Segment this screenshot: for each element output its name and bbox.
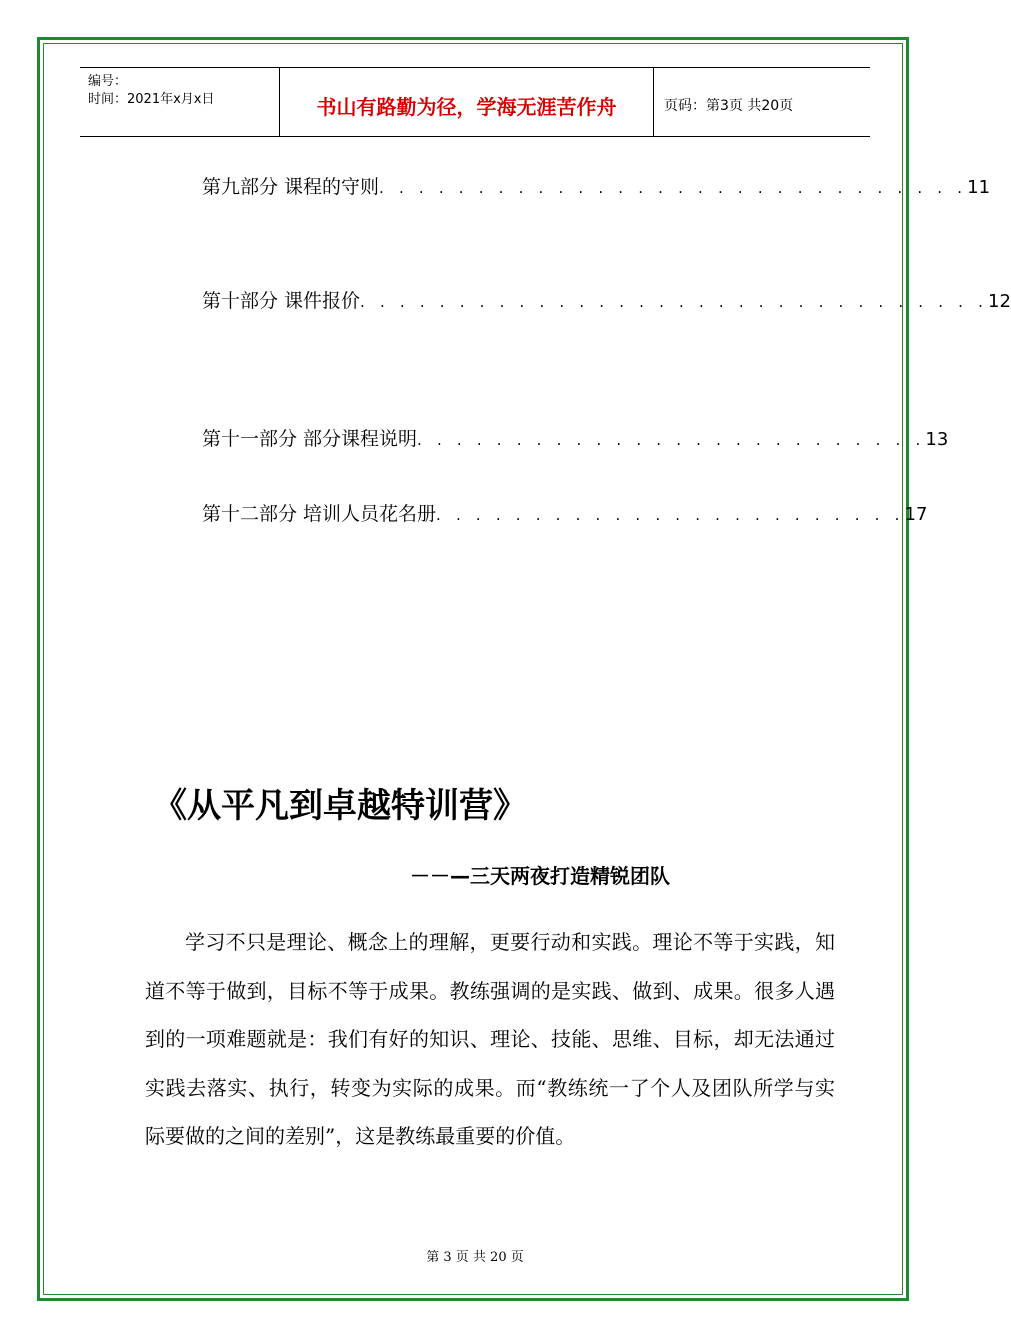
toc-entry-leader: . . . . . . . . . . . . . . . . . . . . . . . . . . . . . . bbox=[379, 179, 968, 197]
header-motto: 书山有路勤为径，学海无涯苦作舟 bbox=[280, 68, 654, 136]
toc-entry-title: 第十部分 课件报价 bbox=[202, 290, 361, 312]
toc-entry-page: 12 bbox=[988, 291, 1011, 312]
toc-entry-leader: . . . . . . . . . . . . . . . . . . . . . . . . . . . . . . . . bbox=[360, 293, 989, 311]
toc-entry-page: 17 bbox=[904, 504, 928, 525]
toc-entry-title: 第十一部分 部分课程说明 bbox=[202, 428, 418, 450]
header-page-info: 页码：第3页 共20页 bbox=[664, 98, 794, 114]
number-label: 编号： bbox=[88, 74, 128, 89]
toc-entry-leader: . . . . . . . . . . . . . . . . . . . . . . . . . . bbox=[417, 431, 926, 449]
page-footer: 第 3 页 共 20 页 bbox=[426, 1250, 524, 1265]
toc-entry[interactable] bbox=[202, 172, 990, 199]
toc-entry-leader: . . . . . . . . . . . . . . . . . . . . . . . . bbox=[436, 506, 905, 524]
toc-entry-page: 13 bbox=[925, 429, 949, 450]
toc-entry-title: 第十二部分 培训人员花名册 bbox=[202, 503, 437, 525]
toc-entry[interactable] bbox=[202, 424, 948, 451]
toc-entry[interactable] bbox=[202, 286, 1011, 313]
subtitle: －－—三天两夜打造精锐团队 bbox=[410, 864, 670, 888]
header-table bbox=[80, 67, 870, 137]
toc-entry-title: 第九部分 课程的守则 bbox=[202, 176, 380, 198]
toc-entry-page: 11 bbox=[967, 177, 991, 198]
time-label: 时间：2021年x月x日 bbox=[88, 92, 215, 107]
main-title: 《从平凡到卓越特训营》 bbox=[153, 786, 527, 826]
toc-entry[interactable] bbox=[202, 499, 927, 526]
body-paragraph: 学习不只是理论、概念上的理解，更要行动和实践。理论不等于实践，知道不等于做到，目标不等于成果。教练强调的是实践、做到、成果。很多人遇到的一项难题就是：我们有好的知识、理论、技能、思维、目标，却无法通过实践去落实、执行，转变为实际的成果。而“教练统一了个人及团队所学与实际要做的之间的差别”，这是教练最重要的价值。 bbox=[145, 930, 835, 1149]
header-left-cell bbox=[80, 68, 280, 136]
